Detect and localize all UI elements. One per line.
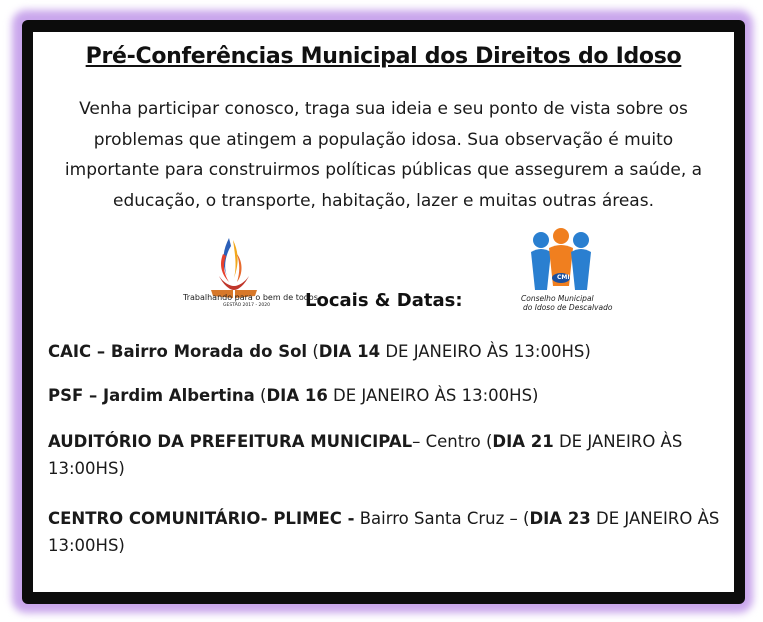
event-item	[48, 338, 728, 365]
event-time: DE JANEIRO ÀS 13:00HS)	[380, 342, 591, 361]
event-item	[48, 505, 728, 559]
event-day: DIA 23	[529, 509, 591, 528]
logo-right-caption-1: Conselho Municipal	[521, 294, 594, 303]
event-open-paren: (	[480, 432, 493, 451]
council-logo	[521, 228, 613, 312]
event-time: DE JANEIRO ÀS 13:00HS)	[48, 432, 683, 478]
flyer-content	[33, 32, 734, 592]
event-place: AUDITÓRIO DA PREFEITURA MUNICIPAL	[48, 432, 413, 451]
event-place: CENTRO COMUNITÁRIO- PLIMEC -	[48, 509, 355, 528]
event-open-paren: (	[254, 386, 267, 405]
event-open-paren: (	[523, 509, 530, 528]
event-item	[48, 428, 728, 482]
event-place-rest: Bairro Santa Cruz –	[354, 509, 524, 528]
logo-left-caption: Trabalhando para o bem de todos	[183, 293, 318, 302]
event-day: DIA 16	[266, 386, 328, 405]
council-badge: CMI	[557, 274, 570, 281]
intro-paragraph: Venha participar conosco, traga sua ideia e seu ponto de vista sobre os problemas que atingem a população idosa. Sua observação é muito importante para construirmos políticas públicas que assegurem a saúde, a educação, o transporte, habitação, lazer e muitas outras áreas.	[64, 99, 703, 211]
page-title: Pré-Conferências Municipal dos Direitos do Idoso	[85, 44, 682, 69]
event-time: DE JANEIRO ÀS 13:00HS)	[48, 509, 720, 555]
event-place-rest: – Centro	[412, 432, 481, 451]
elderly-council-logo-icon	[521, 228, 601, 298]
event-day: DIA 14	[318, 342, 381, 361]
locations-heading: Locais & Datas:	[305, 290, 463, 311]
event-time: DE JANEIRO ÀS 13:00HS)	[327, 386, 539, 405]
event-item	[48, 382, 728, 409]
event-open-paren: (	[307, 342, 319, 361]
event-day: DIA 21	[492, 432, 554, 451]
campaign-logo	[183, 232, 318, 312]
event-place: PSF – Jardim Albertina	[48, 386, 255, 405]
logo-left-subcaption: GESTÃO 2017 - 2020	[223, 303, 270, 308]
event-place: CAIC – Bairro Morada do Sol	[48, 342, 308, 361]
logo-right-caption-2: do Idoso de Descalvado	[523, 303, 613, 312]
